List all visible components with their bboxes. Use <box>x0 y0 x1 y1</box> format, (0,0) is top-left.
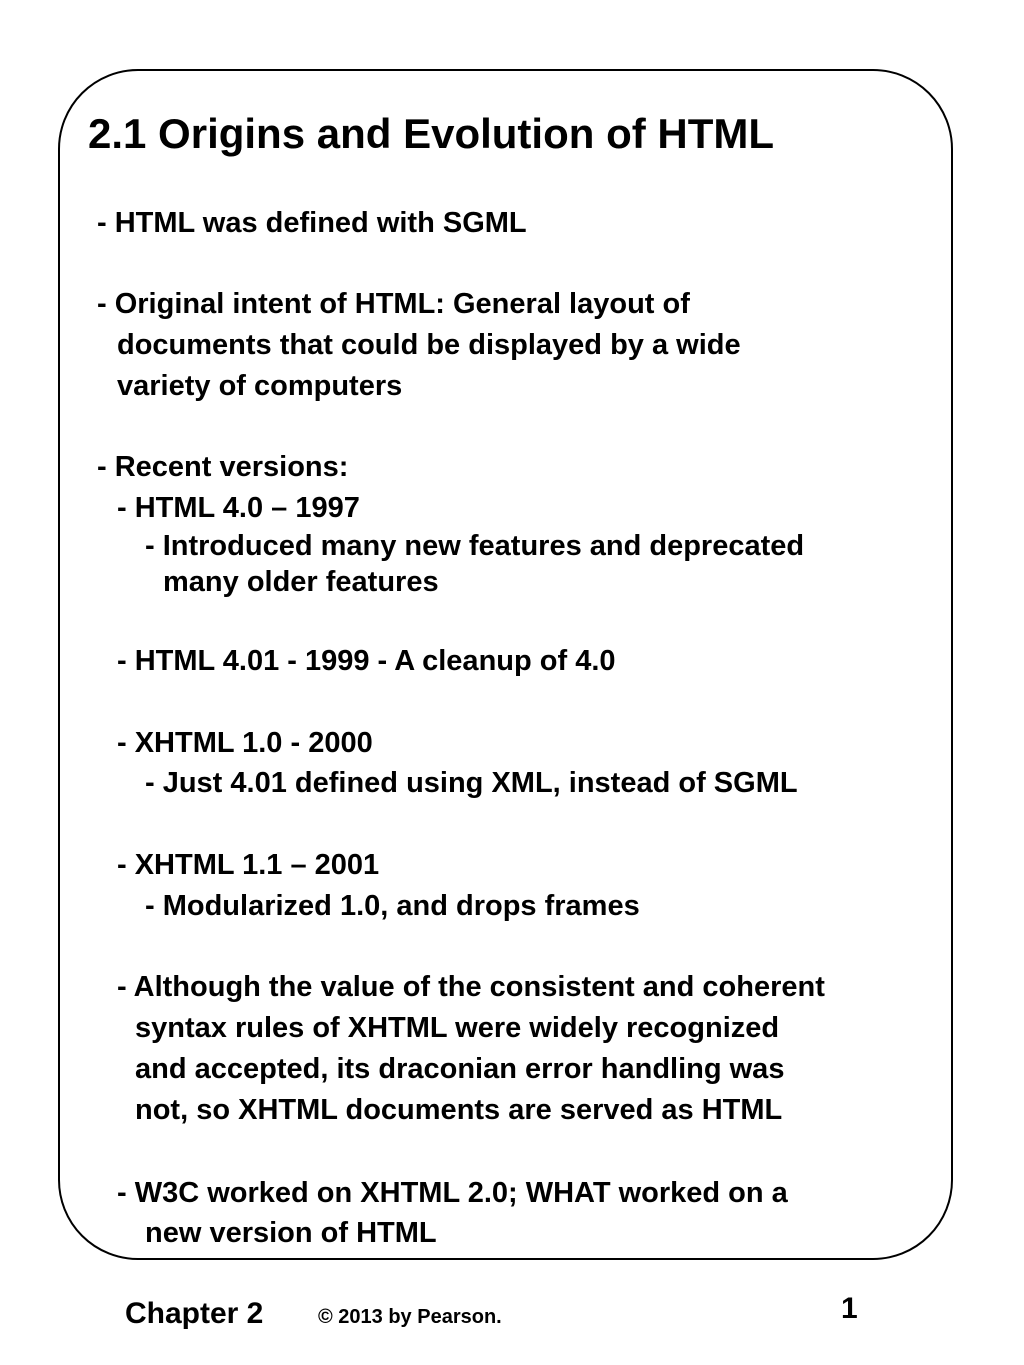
bullet-line: - Introduced many new features and deprecated <box>145 530 805 562</box>
bullet-line: - W3C worked on XHTML 2.0; WHAT worked on a <box>117 1177 788 1209</box>
page-number: 1 <box>841 1292 858 1325</box>
bullet-line: - XHTML 1.1 – 2001 <box>117 849 380 881</box>
bullet-line: - Just 4.01 defined using XML, instead of SGML <box>145 767 798 799</box>
bullet-line: - HTML 4.0 – 1997 <box>117 492 360 524</box>
bullet-line: variety of computers <box>117 370 403 402</box>
bullet-line: - HTML 4.01 - 1999 - A cleanup of 4.0 <box>117 645 616 677</box>
bullet-line: syntax rules of XHTML were widely recognized <box>135 1012 780 1044</box>
bullet-line: not, so XHTML documents are served as HTML <box>135 1094 783 1126</box>
bullet-line: - XHTML 1.0 - 2000 <box>117 727 373 759</box>
footer-chapter: Chapter 2 <box>125 1297 264 1330</box>
bullet-line: - Modularized 1.0, and drops frames <box>145 890 640 922</box>
bullet-line: and accepted, its draconian error handling was <box>135 1053 785 1085</box>
slide-title: 2.1 Origins and Evolution of HTML <box>88 110 775 157</box>
bullet-line: - Recent versions: <box>97 451 349 483</box>
bullet-line: documents that could be displayed by a wide <box>117 329 741 361</box>
bullet-line: - Although the value of the consistent and coherent <box>117 971 825 1003</box>
bullet-line: - HTML was defined with SGML <box>97 207 527 239</box>
bullet-line: - Original intent of HTML: General layout of <box>97 288 690 320</box>
bullet-line: many older features <box>163 566 439 598</box>
bullet-line: new version of HTML <box>145 1217 437 1249</box>
footer-copyright: © 2013 by Pearson. <box>318 1306 502 1328</box>
